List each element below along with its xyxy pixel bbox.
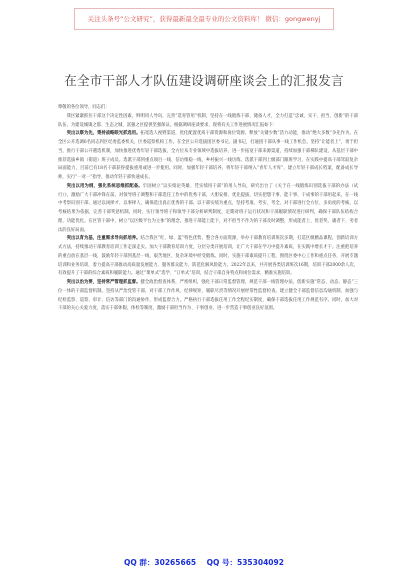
paragraph-lead: 突出以治为要，坚持常严管理抓监督。 xyxy=(66,280,141,285)
paragraph xyxy=(58,130,358,183)
promo-banner xyxy=(74,8,334,30)
qq-number: QQ 号：535304092 xyxy=(206,558,284,567)
paragraph xyxy=(58,113,358,131)
document-body xyxy=(58,104,358,314)
page-title: 在全市干部人才队伍建设调研座谈会上的汇报发言 xyxy=(64,73,344,88)
paragraph-lead: 突出以察为先，秉持战略眼光抓选用。 xyxy=(66,131,141,137)
paragraph-text: 健全政治督查体系，严密组织，强化干部日常监督管理，规范干部一线管理办法，创新实施“常态、动态、静态”三位一体的干部监督机制。坚持从严治党管干部，对干部工作作风、纪律规矩、履职尽责等情况开展经常性监督检查。建立健全干部监督信息沟通机制，加强与纪检监察、巡察、审计、信访等部门的沟通协作，形成监督合力。严格执行干部选拔任用工作全程纪实制度，确保干部选拔任用工作规范有序。同时，加大对干部的关心关爱力度，落实干部休假、体检等制度，激励干部担当作为、干事创业，进一步营造干事创业良好氛围。 xyxy=(58,280,359,312)
promo-banner-text: 关注头条号“公文研究”，获得最新最全最专业的公文资料库！ 微信：gongwenyj xyxy=(87,15,321,23)
paragraph-lead: 突出以用为纲，强化系统思维抓配备。 xyxy=(66,183,143,189)
paragraph-text: 我区紧紧抓住干部这个决定性因素，鲜明用人导向，完善“选育管用”机制，坚持在一线锻炼干部、储备人才，全力打造“忠诚、实干、担当、创新”的干部队伍，为建设城镇之都、生态之城、富强之区提供坚强保证。根据调研座谈要求，现将有关工作进展情况汇报如下： xyxy=(58,113,358,128)
paragraph xyxy=(58,279,358,314)
salutation: 尊敬的各位领导，同志们： xyxy=(58,105,110,110)
qq-group: QQ 群：30265665 xyxy=(124,558,197,567)
paragraph xyxy=(58,235,358,279)
paragraph-text: 拓宽选人视野渠道，优化配置优质干部资源和岗位资源，释放“关键少数”活力动能，推动“绝大多数”争先作为。在全区公开选调6名同志到区纪委监委机关，区委巡察机构工作。在全区公开选拔团区委书记，副书记，打通团干部从事一线工作机会。坚持“让能者上”，勇于担当，推行干部公开遴选机制，加快推进优秀年轻干部选拔，全方位从专业领域中选拔培养，进一步拓宽干部来源渠道，持续加强干部梯队建设，从基层干部中推荐选拔乡镇（街道）班子成员。选派干部到重点项目一线、信访维稳一线、乡村振兴一线历练，选派干部到上级部门跟班学习，在实践中提高干部驾驭复杂局面能力，目前已有18名干部获得提拔重用或进一步使用。同时，加强年轻干部培养，将年轻干部纳入“青年人才库”，建立年轻干部成长档案，配备成长导师，实行“一对一”指导，推动年轻干部快速成长。 xyxy=(58,131,358,180)
paragraph-lead: 突出以育为基，注重需求导向抓培养。 xyxy=(66,236,141,242)
footer-contact xyxy=(0,557,408,568)
paragraph-text: 牢固树立“以实绩论英雄、凭实绩用干部”的用人导向，研究出台了《关于在一线锻炼识别选拔干部的办法（试行）》，激励广大干部冲锋在前。对领导班子调整和干部选任工作中的优秀干部，大胆安排、优先提拔，切实把想干事、能干事、干成事的干部用起来。在一线中考察识别干部、通过以岗择才、以事择人，确保选出真正优秀的干部。以干部实绩为重点，坚持考准、考实、考全，对干部进行全方位、多角度的考核，以考核结果为依据，完善干部奖惩机制。同时，实行领导班子和领导干部分析研判制度，定期对班子运行状况和干部履职情况进行研判，确保干部队伍结构合理、功能优化。在区管干部中，树立“以区级平台为主体”的理念，推进干部能上能下，对不担当不作为的干部及时调整，形成能者上、优者奖、庸者下、劣者汰的良好局面。 xyxy=(58,183,359,233)
paragraph xyxy=(58,183,358,236)
paragraph-text: 结合我区“红、绿、蓝”特色优势，整合各方面资源，举办干部教育培训班次多期，打造区级精品课程，创新培训方式方法，持续推动干部教育培训工作走深走实。加大干部教育培训力度，分层分类开展培训，让广大干部在学习中提升素质，在实践中增长才干。注重把培养的重点放在基层一线，鼓励年轻干部到基层一线、艰苦地区、复杂环境中经受锻炼。同时，实施干部素质提升工程，围绕区委中心工作和重点任务，开展专题培训和业务培训，着力提高干部推动高质量发展能力、服务群众能力、防范化解风险能力。2022年以来，共开展各类培训班次16期，培训干部2000余人次，有效提升了干部的综合素质和履职能力。通过“菜单式”选学、“订单式”培训，结合干部自身特点和岗位需求，精准实施培训。 xyxy=(58,236,359,277)
